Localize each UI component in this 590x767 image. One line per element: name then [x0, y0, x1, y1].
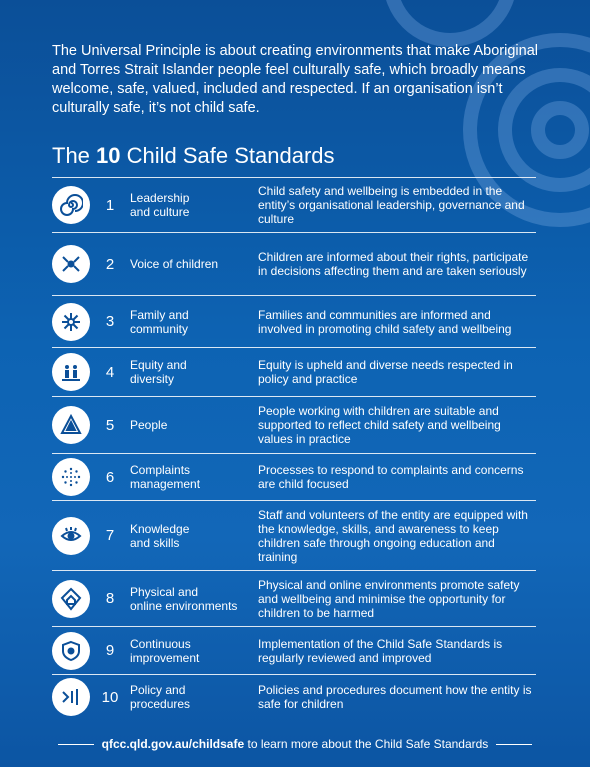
voice-icon: [52, 245, 90, 283]
complaints-icon: [52, 458, 90, 496]
standard-number: 8: [105, 590, 115, 607]
equity-icon: [52, 353, 90, 391]
standard-row: [52, 347, 536, 396]
standard-description: Implementation of the Child Safe Standards is regularly reviewed and improved: [258, 636, 503, 665]
standard-number: 5: [105, 416, 115, 434]
standard-row: [52, 177, 536, 232]
standard-description: Processes to respond to complaints and concerns are child focused: [258, 463, 524, 491]
standard-description: Child safety and wellbeing is embedded in the entity’s organisational leadership, governance and culture: [258, 184, 525, 226]
standard-description: Physical and online environments promote safety and wellbeing and minimise the opportunity for children to be harmed: [258, 577, 520, 620]
standard-row: [52, 295, 536, 347]
standard-name: Complaints management: [130, 463, 201, 491]
standard-description: Families and communities are informed and involved in promoting child safety and wellbeing: [258, 307, 512, 336]
standard-number: 7: [105, 527, 115, 544]
standard-number: 1: [105, 196, 115, 214]
page-title: The 10 Child Safe Standards: [52, 143, 335, 168]
policy-icon: [52, 678, 90, 716]
standard-row: [52, 626, 536, 674]
standard-name: Equity and diversity: [130, 358, 187, 386]
standard-description: Children are informed about their rights, participate in decisions affecting them and are taken seriously: [258, 250, 529, 278]
standard-name: Continuous improvement: [130, 636, 200, 665]
standard-number: 6: [105, 468, 115, 486]
standard-number: 9: [105, 642, 115, 659]
house-icon: [52, 580, 90, 618]
standards-table: [52, 177, 536, 719]
standard-row: [52, 453, 536, 500]
intro-paragraph: The Universal Principle is about creating environments that make Aboriginal and Torres Strait Islander people feel culturally safe, which broadly means welcome, safe, valued, included and respected. If an organisation isn’t culturally safe, it’s not child safe.: [52, 43, 538, 116]
standard-name: Leadership and culture: [130, 191, 190, 219]
standard-row: [52, 674, 536, 719]
shield-icon: [52, 632, 90, 670]
eye-icon: [52, 517, 90, 555]
standard-row: [52, 500, 536, 570]
community-icon: [52, 303, 90, 341]
footer-text: to learn more about the Child Safe Standards: [244, 737, 489, 751]
footer-rule-left: [58, 744, 94, 745]
standard-name: Family and community: [130, 307, 189, 336]
standard-description: Staff and volunteers of the entity are equipped with the knowledge, skills, and awareness to keep children safe through ongoing education and training: [258, 507, 528, 564]
standard-name: Knowledge and skills: [130, 521, 190, 550]
standard-name: Policy and procedures: [130, 683, 191, 711]
footer-link[interactable]: qfcc.qld.gov.au/childsafe: [101, 737, 245, 751]
standard-description: Equity is upheld and diverse needs respected in policy and practice: [258, 358, 513, 386]
standard-number: 4: [105, 363, 115, 381]
standard-number: 3: [105, 313, 115, 330]
footer-rule-right: [496, 744, 532, 745]
standard-description: Policies and procedures document how the entity is safe for children: [258, 683, 532, 711]
standard-row: [52, 396, 536, 453]
footer: [0, 737, 590, 751]
standard-number: 2: [105, 255, 115, 273]
standard-name: People: [130, 418, 168, 432]
standard-number: 10: [101, 688, 119, 706]
standard-row: [52, 570, 536, 626]
standard-name: Voice of children: [130, 257, 219, 271]
standard-description: People working with children are suitable and supported to reflect child safety and wellbeing values in practice: [258, 404, 501, 446]
standard-name: Physical and online environments: [130, 584, 238, 613]
standard-row: [52, 232, 536, 295]
people-icon: [52, 406, 90, 444]
spiral-icon: [52, 186, 90, 224]
